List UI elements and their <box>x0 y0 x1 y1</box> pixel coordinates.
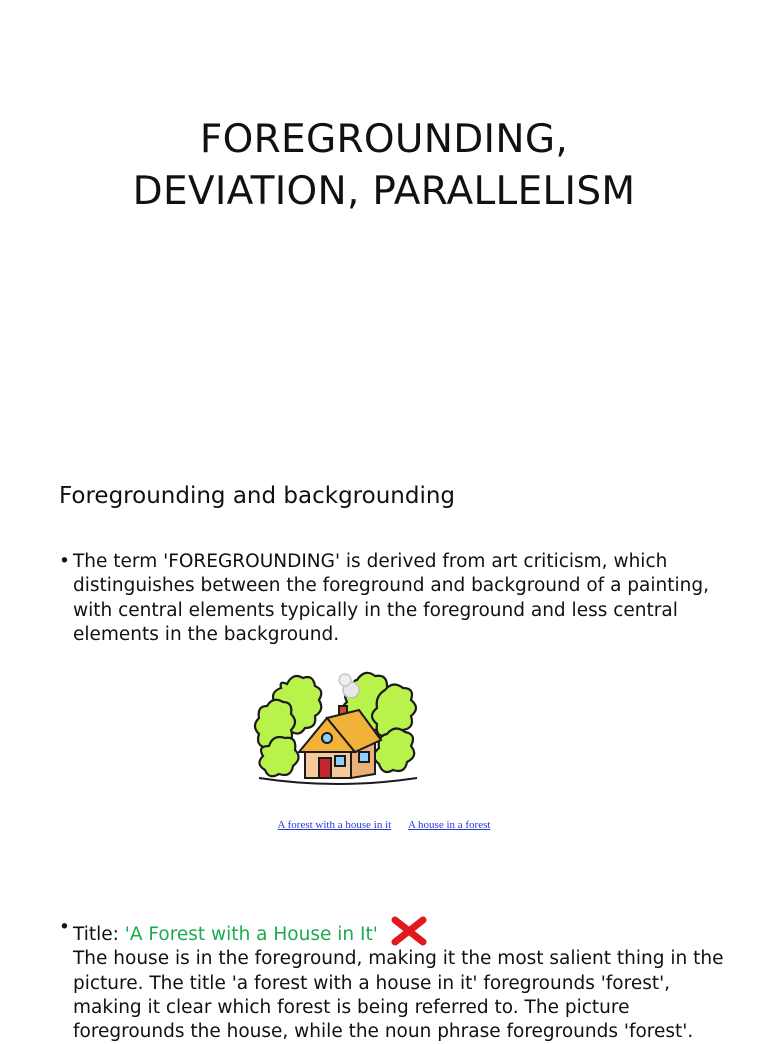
bullet-body-text: The house is in the foreground, making it the most salient thing in the picture. The title 'a forest with a house in it' foregrounds 'forest', making it clear which forest is being referred to. The picture foregrounds the house, while the noun phrase foregrounds 'forest'. <box>73 948 724 1043</box>
bullet-dot: • <box>59 551 70 572</box>
bullet-dot: • <box>59 917 70 938</box>
slide-title-line-1: FOREGROUNDING, <box>199 117 569 162</box>
house-in-forest-illustration <box>247 666 427 792</box>
smoke <box>339 674 359 698</box>
red-x-icon <box>390 916 428 946</box>
section-heading: Foregrounding and backgrounding <box>59 483 456 509</box>
link-house-in-forest[interactable]: A house in a forest <box>407 819 491 831</box>
slide-title-line-2: DEVIATION, PARALLELISM <box>132 169 636 214</box>
caption-links <box>0 819 768 831</box>
link-forest-with-house[interactable]: A forest with a house in it <box>277 819 392 831</box>
bullet-art-criticism <box>59 550 739 647</box>
bullet-title-example <box>59 916 739 1044</box>
bullet-text: The term 'FOREGROUNDING' is derived from art criticism, which distinguishes between the foreground and background of a painting, with central elements typically in the foreground and less central elements in the background. <box>73 551 709 645</box>
title-quote: 'A Forest with a House in It' <box>124 924 378 945</box>
title-prefix: Title: <box>73 924 125 945</box>
bullet-content <box>73 916 739 1044</box>
slide-title <box>0 114 768 218</box>
